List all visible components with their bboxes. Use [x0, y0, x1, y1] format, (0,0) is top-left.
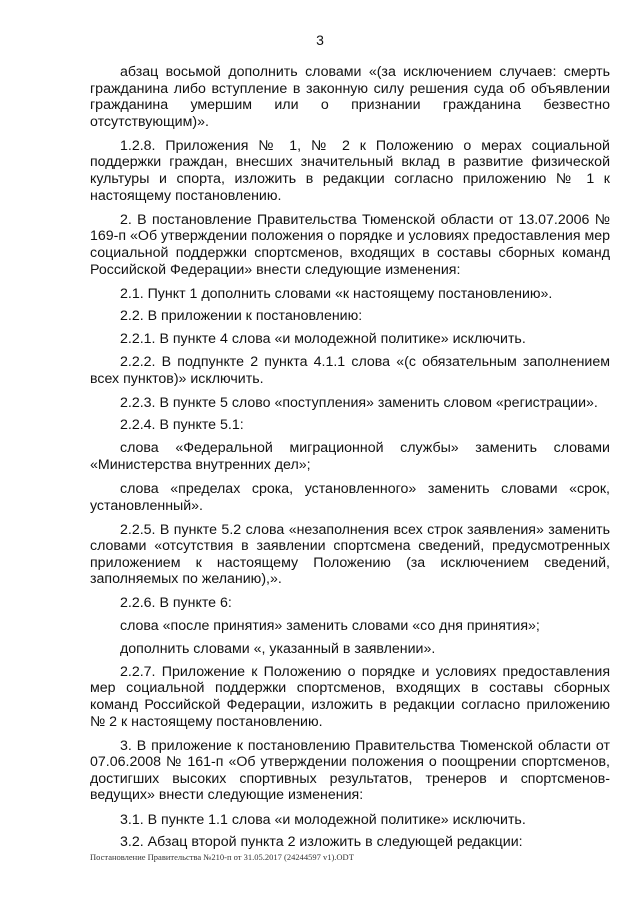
paragraph: абзац восьмой дополнить словами «(за исключением случаев: смерть гражданина либо вступление в законную силу решения суда об объявлении гражданина умершим или о признании гражданина безвестно отсутствующим)». — [90, 64, 610, 130]
paragraph: 2.2.2. В подпункте 2 пункта 4.1.1 слова «(с обязательным заполнением всех пунктов)» исключить. — [90, 353, 610, 387]
document-footer: Постановление Правительства №210-п от 31.05.2017 (24244597 v1).ODT — [90, 852, 354, 862]
paragraph: 2.2.7. Приложение к Положению о порядке и условиях предоставления мер социальной поддержки спортсменов, входящих в составы сборных команд Российской Федерации, изложить в редакции согласно приложению № 2 к настоящему постановлению. — [90, 663, 610, 730]
paragraph: дополнить словами «, указанный в заявлении». — [120, 641, 436, 658]
paragraph: 2.2.3. В пункте 5 слово «поступления» заменить словом «регистрации». — [120, 394, 598, 411]
paragraph: 2.2. В приложении к постановлению: — [120, 308, 363, 325]
paragraph: слова «Федеральной миграционной службы» заменить словами «Министерства внутренних дел»; — [90, 440, 610, 473]
paragraph: слова «после принятия» заменить словами «со дня принятия»; — [120, 618, 540, 635]
paragraph: 1.2.8. Приложения № 1, № 2 к Положению о мерах социальной поддержки граждан, внесших значительный вклад в развитие физической культуры и спорта, изложить в редакции согласно приложению № 1 к настоящему постановлению. — [90, 137, 610, 204]
paragraph: 2.2.6. В пункте 6: — [120, 595, 232, 612]
paragraph: слова «пределах срока, установленного» заменить словами «срок, установленный». — [90, 480, 610, 514]
document-body — [90, 64, 610, 857]
paragraph: 3.1. В пункте 1.1 слова «и молодежной политике» исключить. — [120, 811, 526, 828]
paragraph: 2. В постановление Правительства Тюменской области от 13.07.2006 № 169-п «Об утверждении положения о порядке и условиях предоставления мер социальной поддержки спортсменов, входящих в составы сборных команд Российской Федерации» внести следующие изменения: — [90, 211, 610, 278]
paragraph: 2.1. Пункт 1 дополнить словами «к настоящему постановлению». — [120, 285, 553, 302]
paragraph: 2.2.5. В пункте 5.2 слова «незаполнения всех строк заявления» заменить словами «отсутствия в заявлении спортсмена сведений, предусмотренных приложением к настоящему Положению (за исключением сведений, заполняемых по желанию),». — [90, 521, 610, 588]
page-number: 3 — [316, 32, 324, 48]
paragraph: 3. В приложение к постановлению Правительства Тюменской области от 07.06.2008 № 161-п «Об утверждении положения о поощрении спортсменов, достигших высоких спортивных результатов, тренеров и спортсменов-ведущих» внести следующие изменения: — [90, 737, 610, 804]
paragraph: 2.2.4. В пункте 5.1: — [120, 417, 244, 434]
paragraph: 2.2.1. В пункте 4 слова «и молодежной политике» исключить. — [120, 331, 526, 348]
paragraph: 3.2. Абзац второй пункта 2 изложить в следующей редакции: — [120, 834, 523, 851]
